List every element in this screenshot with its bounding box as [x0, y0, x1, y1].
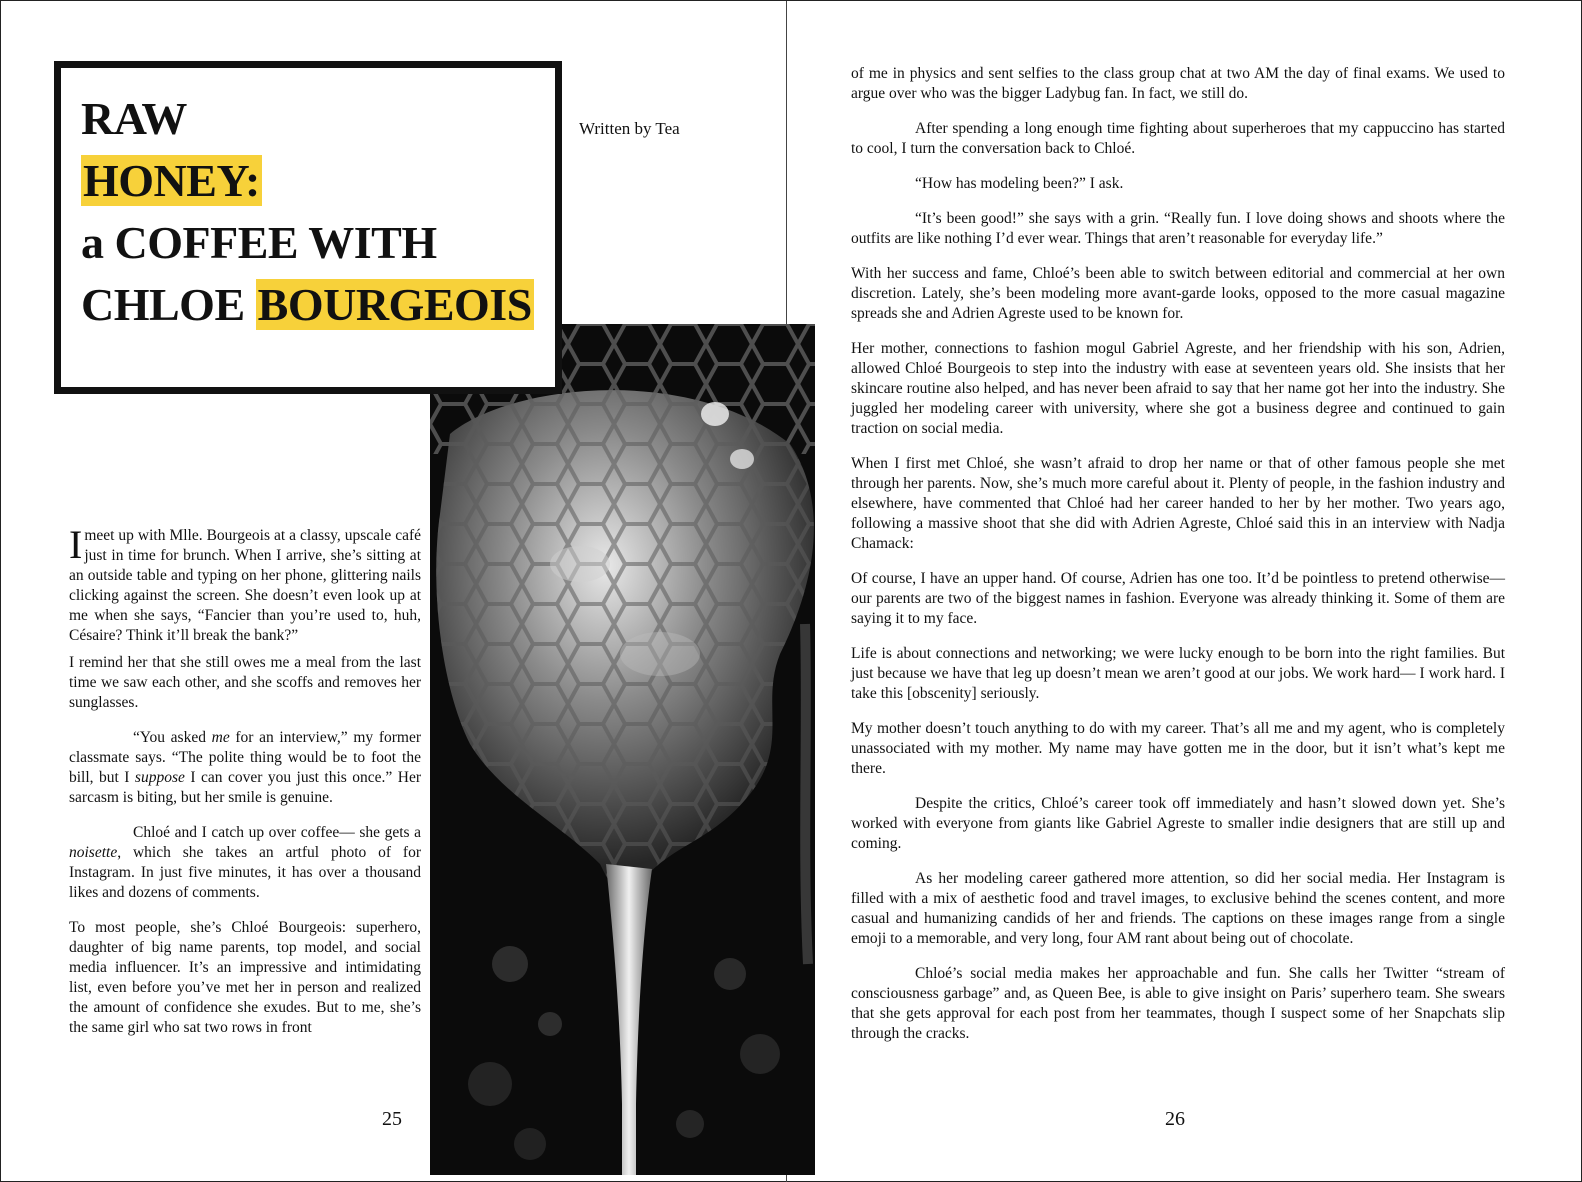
quote-r9: Life is about connections and networking; we were lucky enough to be born into the right families. But just because we have that leg up doesn’t mean we aren’t good at our jobs. We work hard— I work hard. I take this [obscenity] seriously.	[851, 645, 1505, 702]
paragraph-most-people: To most people, she’s Chloé Bourgeois: superhero, daughter of big name parents, top model, and social media influencer. It’s an impressive and intimidating list, even before you’ve met her in person and realized the amount of confidence she exudes. But to me, she’s the same girl who sat two rows in front	[69, 919, 421, 1036]
paragraph-r13: Chloé’s social media makes her approachable and fun. She calls her Twitter “stream of consciousness garbage” and, as Queen Bee, is able to give insight on Paris’ superhero team. She swears that she gets approval for each post from her teammates, though I suspect some of her Snapchats slip through the cracks.	[851, 965, 1505, 1042]
article-title	[81, 88, 534, 336]
paragraph-remind: I remind her that she still owes me a meal from the last time we saw each other, and she scoffs and removes her sunglasses.	[69, 654, 421, 711]
paragraph-coffee: Chloé and I catch up over coffee— she gets a noisette, which she takes an artful photo of for Instagram. In just five minutes, it has over a thousand likes and dozens of comments.	[69, 824, 421, 901]
paragraph-r7: When I first met Chloé, she wasn’t afraid to drop her name or that of other famous people she met through her parents. Now, she’s much more careful about it. Plenty of people, in the fashion industry and elsewhere, have commented that Chloé had her career handed to her by her mother. Two years ago, following a massive shoot that she did with Adrien Agreste, Chloé said this in an interview with Nadja Chamack:	[851, 455, 1505, 552]
right-article-column	[851, 64, 1505, 1059]
byline: Written by Tea	[579, 119, 680, 138]
paragraph-r12: As her modeling career gathered more attention, so did her social media. Her Instagram is filled with a mix of aesthetic food and travel images, to exclusive behind the scenes content, and more casual and humanizing candids of her and friends. The captions on these images range from a single emoji to a memorable, and very long, four AM rant about being out of chocolate.	[851, 870, 1505, 947]
page-number-left: 25	[382, 1108, 402, 1130]
drop-cap: I	[69, 522, 83, 567]
paragraph-r3: “How has modeling been?” I ask.	[915, 175, 1124, 192]
title-line-2	[81, 150, 534, 212]
title-highlight-honey: HONEY:	[83, 155, 260, 206]
page-number-right: 26	[1165, 1108, 1185, 1130]
quote-r10: My mother doesn’t touch anything to do with my career. That’s all me and my agent, who is completely unassociated with my mother. My name may have gotten me in the door, but it isn’t what’s kept me there.	[851, 720, 1505, 777]
paragraph-r1: of me in physics and sent selfies to the class group chat at two AM the day of final exams. We used to argue over who was the bigger Ladybug fan. In fact, we still do.	[851, 65, 1505, 102]
paragraph-r2: After spending a long enough time fighting about superheroes that my cappuccino has started to cool, I turn the conversation back to Chloé.	[851, 120, 1505, 157]
left-article-column	[69, 522, 421, 1053]
title-highlight-bourgeois: BOURGEOIS	[257, 279, 532, 330]
paragraph-r6: Her mother, connections to fashion mogul Gabriel Agreste, and her friendship with his son, Adrien, allowed Chloé Bourgeois to step into the industry with ease at seventeen years old. She insists that her skincare routine also helped, and has never been afraid to say that her name got her into the industry. She juggled her modeling career with university, where she got a business degree and continued to gain traction on social media.	[851, 340, 1505, 437]
honeycomb-photo	[430, 324, 815, 1175]
quote-r8: Of course, I have an upper hand. Of course, Adrien has one too. It’d be pointless to pretend otherwise— our parents are two of the biggest names in fashion. Everyone was already thinking it. Some of them are saying it to my face.	[851, 570, 1505, 627]
paragraph-interview: “You asked me for an interview,” my former classmate says. “The polite thing would be to foot the bill, but I suppose I can cover you just this once.” Her sarcasm is biting, but her smile is genuine.	[69, 729, 421, 806]
title-line-4: CHLOE BOURGEOIS	[81, 279, 532, 330]
paragraph-r11: Despite the critics, Chloé’s career took off immediately and hasn’t slowed down yet. She’s worked with everyone from giants like Gabriel Agreste to smaller indie designers that are still up and coming.	[851, 795, 1505, 852]
title-box	[54, 61, 562, 394]
paragraph-r5: With her success and fame, Chloé’s been able to switch between editorial and commercial at her own discretion. Lately, she’s been modeling more avant-garde looks, opposed to the more casual magazine spreads she and Adrien Agreste used to be known for.	[851, 265, 1505, 322]
title-line-3: a COFFEE WITH	[81, 217, 437, 268]
paragraph-r4: “It’s been good!” she says with a grin. “Really fun. I love doing shows and shoots where the outfits are like nothing I’d ever wear. Things that aren’t reasonable for everyday life.”	[851, 210, 1505, 247]
paragraph-intro: Imeet up with Mlle. Bourgeois at a classy, upscale café just in time for brunch. When I arrive, she’s sitting at an outside table and typing on her phone, glittering nails clicking against the screen. She doesn’t even look up at me when she says, “Fancier than you’re used to, huh, Césaire? Think it’ll break the bank?”	[69, 522, 421, 644]
title-line-1: RAW	[81, 93, 187, 144]
